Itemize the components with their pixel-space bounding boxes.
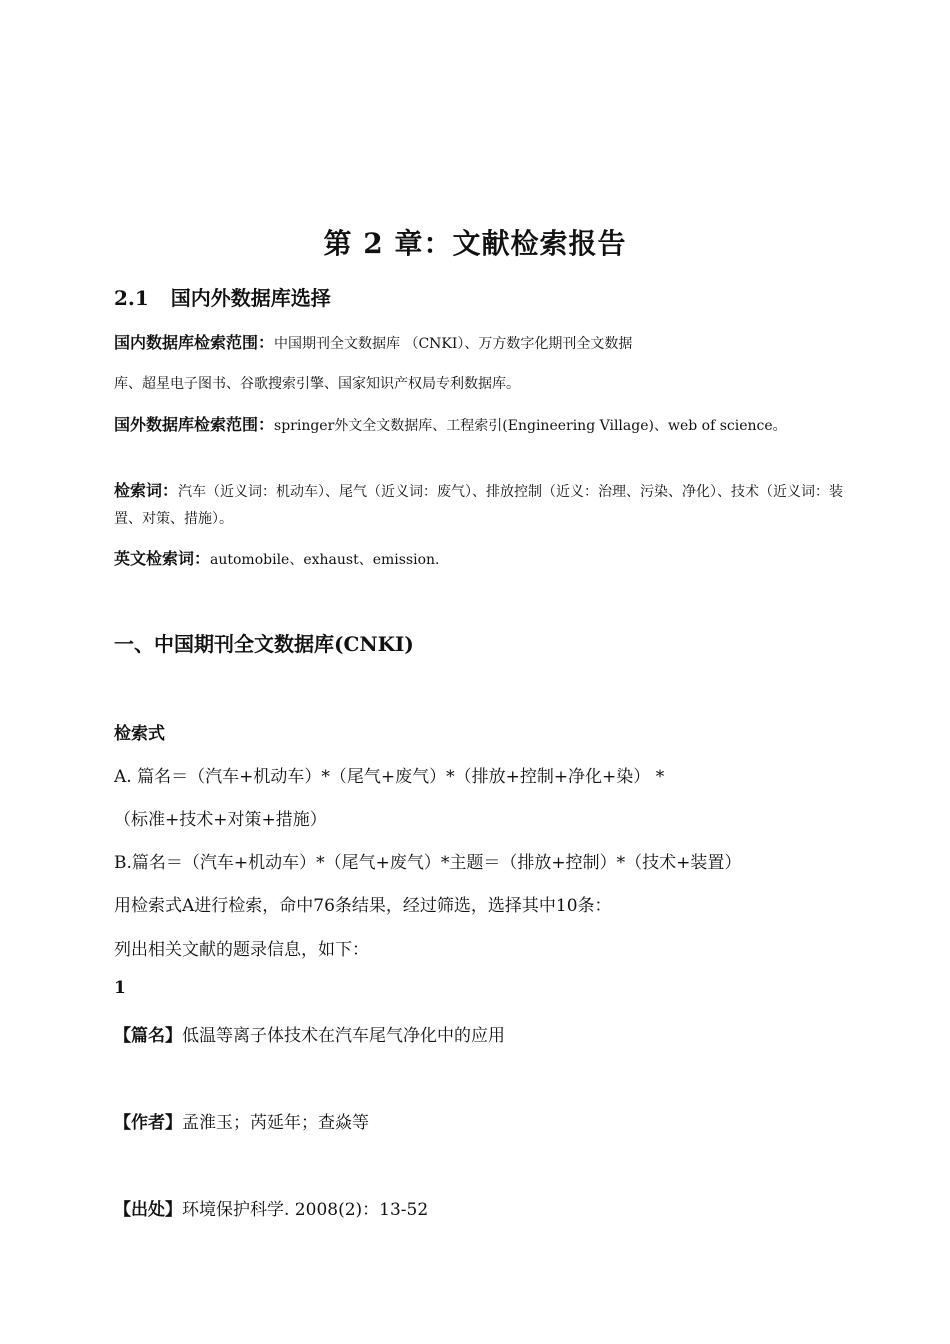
keywords-text: 汽车（近义词：机动车）、尾气（近义词：废气）、排放控制（近义：治理、污染、净化）、技术（近义词：装置、对策、措施）。 <box>114 484 844 527</box>
cnki-heading: 一、中国期刊全文数据库(CNKI) <box>114 632 414 656</box>
record-author-label: 【作者】 <box>114 1113 182 1133</box>
list-intro-text: 列出相关文献的题录信息，如下： <box>114 940 369 960</box>
search-expression-a-line2: （标准+技术+对策+措施） <box>114 810 327 830</box>
domestic-scope-text: 中国期刊全文数据库 （CNKI）、万方数字化期刊全文数据 <box>274 336 633 352</box>
record-number: 1 <box>114 978 126 998</box>
domestic-scope-line1 <box>114 330 632 353</box>
search-expression-b: B.篇名＝（汽车+机动车）*（尾气+废气）*主题＝（排放+控制）*（技术+装置） <box>114 853 742 873</box>
record-source: 环境保护科学. 2008(2)：13-52 <box>182 1200 429 1220</box>
foreign-scope-text: springer外文全文数据库、工程索引(Engineering Village)、web of science。 <box>274 418 787 434</box>
english-keywords-text: automobile、exhaust、emission. <box>210 552 440 568</box>
record-title-label: 【篇名】 <box>114 1026 182 1046</box>
section-number: 2.1 <box>114 286 149 310</box>
record-title: 低温等离子体技术在汽车尾气净化中的应用 <box>182 1026 505 1046</box>
record-title-line <box>114 1021 505 1046</box>
foreign-scope-paragraph <box>114 412 856 439</box>
record-source-label: 【出处】 <box>114 1200 182 1220</box>
keywords-label: 检索词： <box>114 481 179 500</box>
record-authors: 孟淮玉；芮延年；查焱等 <box>182 1113 369 1133</box>
english-keywords-label: 英文检索词： <box>114 549 211 568</box>
keywords-paragraph <box>114 478 856 532</box>
section-title: 国内外数据库选择 <box>170 286 331 310</box>
record-source-line <box>114 1195 428 1220</box>
chapter-title: 第 2 章：文献检索报告 <box>323 227 627 260</box>
search-expression-a-line1: A. 篇名＝（汽车+机动车）*（尾气+废气）*（排放+控制+净化+染） * <box>114 767 665 787</box>
search-result-text: 用检索式A进行检索，命中76条结果，经过筛选，选择其中10条： <box>114 896 612 916</box>
search-expression-label: 检索式 <box>114 724 165 744</box>
record-author-line <box>114 1108 369 1133</box>
section-heading <box>114 282 331 311</box>
domestic-scope-label: 国内数据库检索范围： <box>114 333 275 352</box>
domestic-scope-line2: 库、超星电子图书、谷歌搜索引擎、国家知识产权局专利数据库。 <box>114 376 520 392</box>
foreign-scope-label: 国外数据库检索范围： <box>114 415 275 434</box>
english-keywords-line <box>114 546 440 569</box>
